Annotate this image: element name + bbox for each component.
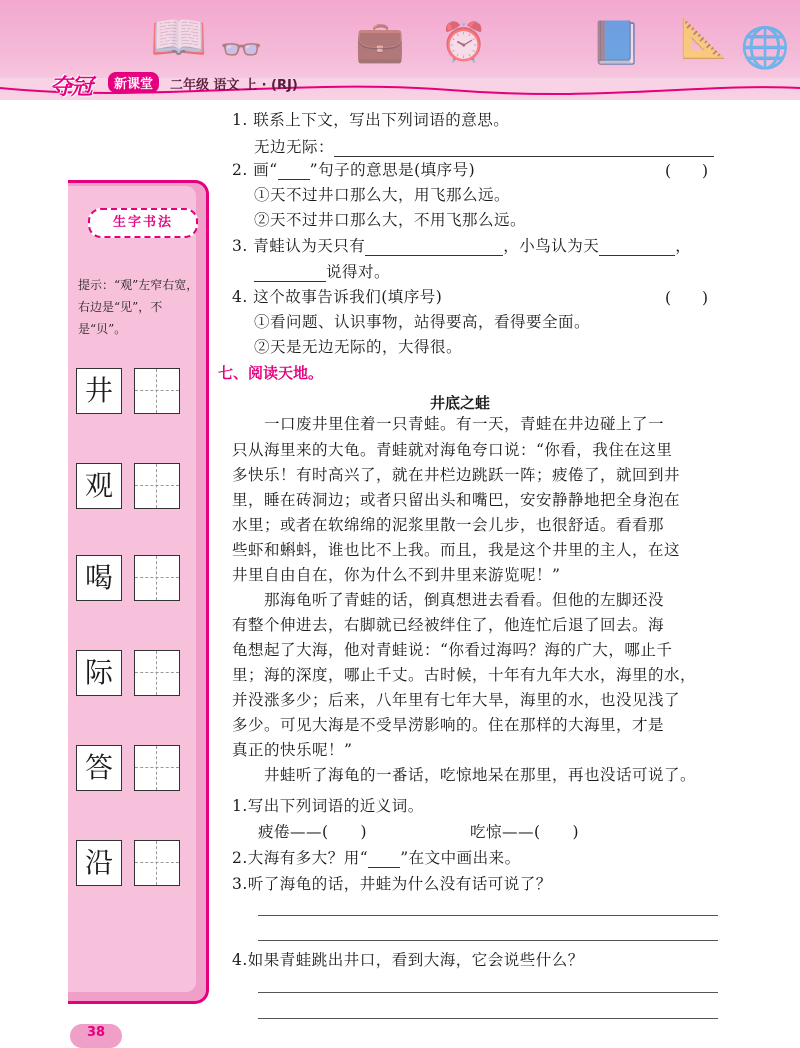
- glasses-icon: 👓: [220, 30, 263, 70]
- globe-icon: 🌐: [740, 25, 790, 71]
- compass-icon: 📐: [680, 16, 728, 60]
- answer-line[interactable]: [258, 992, 718, 993]
- char-row: [76, 555, 184, 599]
- story-line: 水里；或者在软绵绵的泥浆里散一会儿步，也很舒适。看看那: [232, 516, 665, 534]
- page-number: 38: [70, 1024, 122, 1048]
- char-row: [76, 840, 184, 884]
- answer-blank[interactable]: [599, 239, 675, 256]
- sidebar-title: 生字书法: [88, 208, 198, 238]
- answer-paren[interactable]: ( ): [665, 162, 709, 180]
- model-character: 井: [76, 368, 122, 414]
- story-line: 一口废井里住着一只青蛙。有一天，青蛙在井边碰上了一: [232, 415, 665, 433]
- story-line: 多快乐！有时高兴了，就在井栏边跳跃一阵；疲倦了，就回到井: [232, 466, 681, 484]
- answer-blank[interactable]: [334, 140, 714, 157]
- writing-tip: 提示：“观”左窄右宽，右边是“见”，不是“贝”。: [78, 278, 199, 336]
- reading-q1: 1.写出下列词语的近义词。: [232, 797, 424, 815]
- practice-grid[interactable]: [134, 745, 180, 791]
- underline-mark: [278, 163, 310, 180]
- model-character: 观: [76, 463, 122, 509]
- option: ②天是无边无际的，大得很。: [254, 338, 463, 356]
- bag-icon: 💼: [355, 19, 405, 65]
- story-line: 那海龟听了青蛙的话，倒真想进去看看。但他的左脚还没: [232, 591, 665, 609]
- char-row: [76, 745, 184, 789]
- open-book-icon: 📘: [590, 18, 643, 67]
- story-title: 井底之蛙: [430, 394, 491, 412]
- model-character: 答: [76, 745, 122, 791]
- answer-blank[interactable]: [254, 265, 326, 282]
- story-line: 里，睡在砖洞边；或者只留出头和嘴巴，安安静静地把全身泡在: [232, 491, 681, 509]
- model-character: 际: [76, 650, 122, 696]
- question-1-term: [254, 137, 714, 157]
- term-label: 无边无际：: [254, 138, 335, 156]
- story-line: 龟想起了大海，他对青蛙说：“你看过海吗？海的广大，哪止千: [232, 641, 673, 659]
- story-line: 井蛙听了海龟的一番话，吃惊地呆在那里，再也没话可说了。: [232, 766, 697, 784]
- practice-grid[interactable]: [134, 555, 180, 601]
- char-row: [76, 463, 184, 507]
- practice-grid[interactable]: [134, 463, 180, 509]
- question-4: 4. 这个故事告诉我们(填序号): [232, 288, 443, 306]
- series-badge: 新课堂: [108, 72, 159, 93]
- reading-q2: 2.大海有多大？用“ ”在文中画出来。: [232, 849, 521, 867]
- model-character: 喝: [76, 555, 122, 601]
- synonym-a[interactable]: 疲倦——( ): [258, 823, 368, 841]
- model-character: 沿: [76, 840, 122, 886]
- answer-line[interactable]: [258, 915, 718, 916]
- clock-icon: ⏰: [440, 20, 488, 64]
- answer-line[interactable]: [258, 940, 718, 941]
- section-heading: 七、阅读天地。: [218, 364, 324, 382]
- book-icon: 📖: [150, 10, 208, 64]
- answer-paren[interactable]: ( ): [665, 289, 709, 307]
- char-row: [76, 368, 184, 412]
- char-row: [76, 650, 184, 694]
- option: ①天不过井口那么大，用飞那么远。: [254, 186, 511, 204]
- answer-line[interactable]: [258, 1018, 718, 1019]
- practice-grid[interactable]: [134, 650, 180, 696]
- story-line: 多少。可见大海是不受旱涝影响的。住在那样的大海里，才是: [232, 716, 665, 734]
- story-line: 些虾和蝌蚪，谁也比不上我。而且，我是这个井里的主人，在这: [232, 541, 681, 559]
- synonym-b[interactable]: 吃惊——( ): [470, 823, 580, 841]
- practice-grid[interactable]: [134, 368, 180, 414]
- story-line: 真正的快乐呢！”: [232, 741, 353, 759]
- reading-q3: 3.听了海龟的话，井蛙为什么没有话可说了？: [232, 875, 552, 893]
- grade-subject: 二年级 语文 上 · (RJ): [170, 78, 298, 93]
- story-line: 并没涨多少；后来，八年里有七年大旱，海里的水，也没见浅了: [232, 691, 681, 709]
- question-1: 1. 联系上下文，写出下列词语的意思。: [232, 111, 510, 129]
- practice-grid[interactable]: [134, 840, 180, 886]
- question-2: 2. 画“ ”句子的意思是(填序号): [232, 161, 476, 179]
- option: ①看问题、认识事物，站得要高，看得要全面。: [254, 313, 591, 331]
- reading-q4: 4.如果青蛙跳出井口，看到大海，它会说些什么？: [232, 951, 584, 969]
- brand-logo: 夺冠: [50, 75, 93, 100]
- story-line: 里；海的深度，哪止千丈。古时候，十年有九年大水，海里的水，: [232, 666, 697, 684]
- option: ②天不过井口那么大，不用飞那么远。: [254, 211, 527, 229]
- story-line: 井里自由自在，你为什么不到井里来游览呢！”: [232, 566, 561, 584]
- question-3: 3. 青蛙认为天只有 ，小鸟认为天 ，: [232, 237, 692, 255]
- answer-blank[interactable]: [365, 239, 503, 256]
- underline-mark: [368, 851, 400, 868]
- question-3-cont: 说得对。: [254, 262, 390, 282]
- story-line: 有整个伸进去，右脚就已经被绊住了，他连忙后退了回去。海: [232, 616, 665, 634]
- story-line: 只从海里来的大龟。青蛙就对海龟夸口说：“你看，我住在这里: [232, 441, 673, 459]
